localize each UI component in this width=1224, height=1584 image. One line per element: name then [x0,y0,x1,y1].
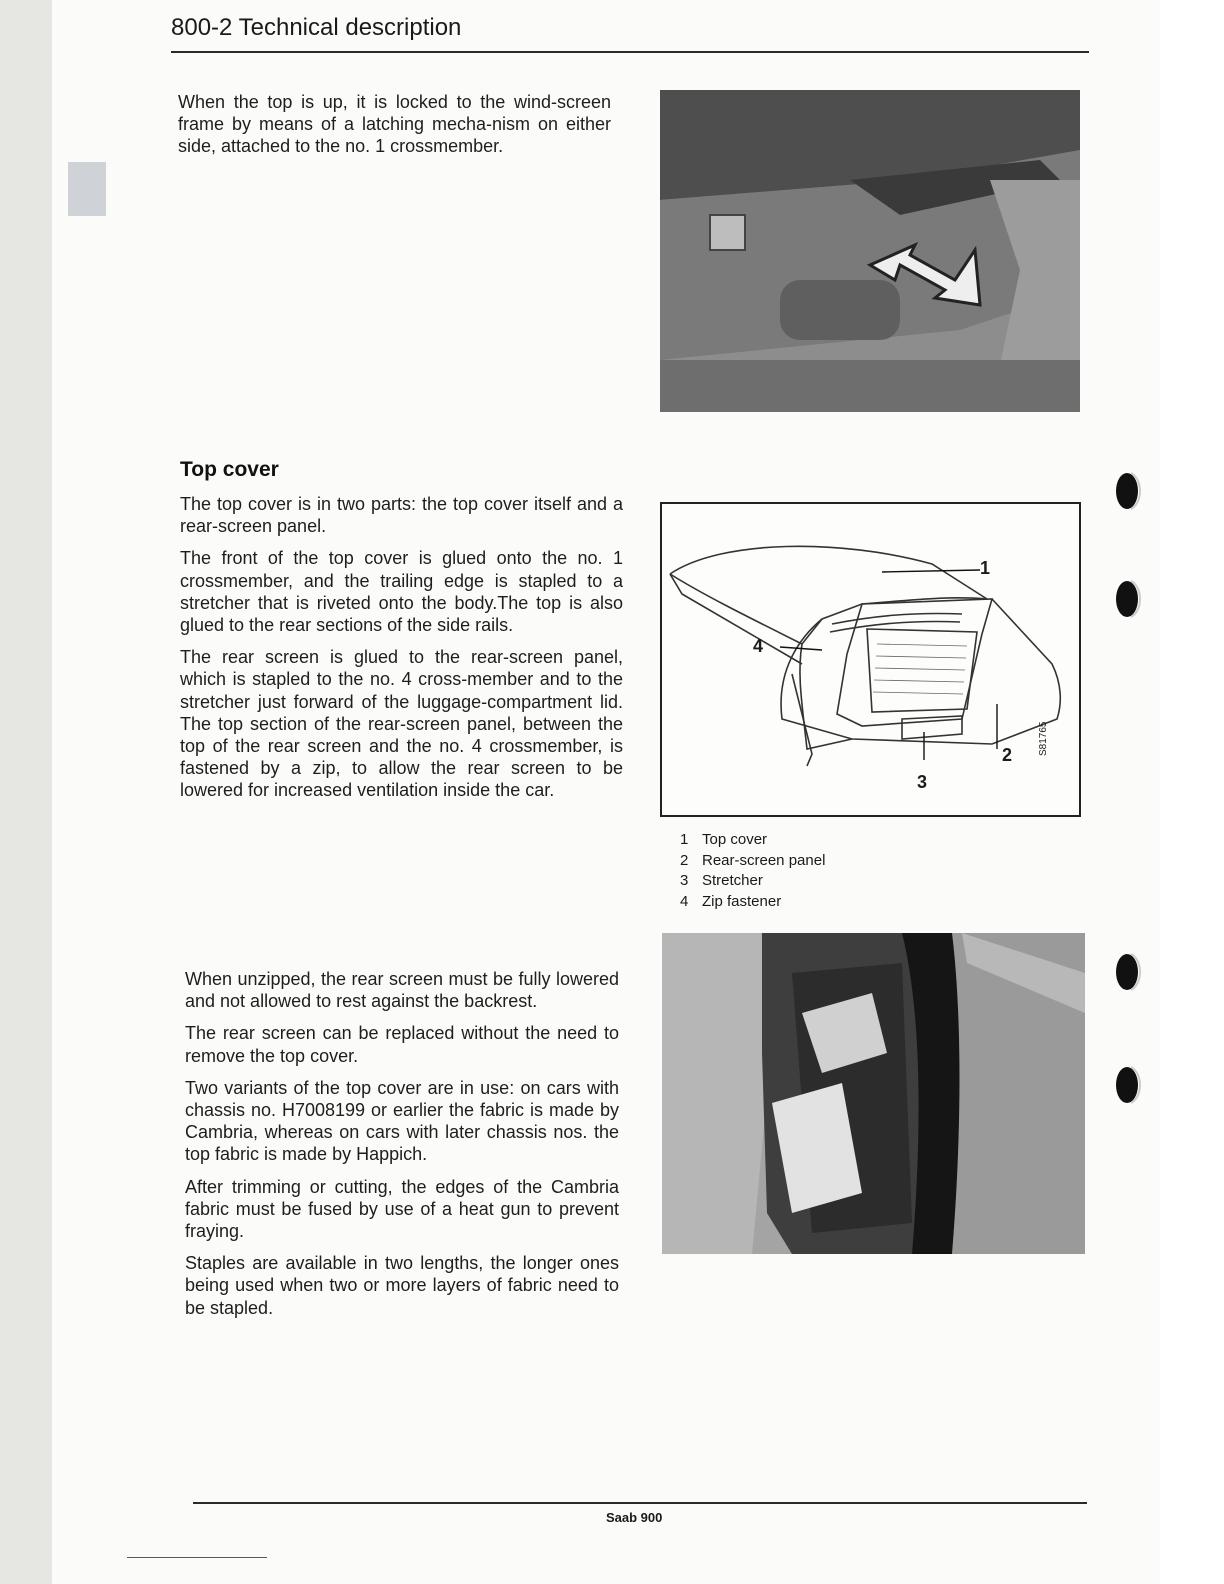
rear-screen-paragraph: After trimming or cutting, the edges of the Cambria fabric must be fused by use of a heat gun to prevent fraying. [185,1176,619,1242]
punch-hole [1113,1063,1143,1107]
punch-hole [1113,950,1143,994]
diagram-reference-code: S81765 [1038,721,1049,756]
top-cover-text [180,493,623,812]
rear-screen-text [185,968,619,1329]
legend-item: 3 Stretcher [680,872,763,889]
unzipped-rear-screen-photo [662,933,1085,1254]
top-cover-heading: Top cover [180,458,279,481]
legend-item: 2 Rear-screen panel [680,851,826,869]
top-cover-paragraph: The rear screen is glued to the rear-screen panel, which is stapled to the no. 4 cross-member and to the stretcher just forward of the luggage-compartment lid. The top section of the rear-screen panel, between the top of the rear screen and the no. 4 crossmember, is fastened by a zip, to allow the rear screen to be lowered for increased ventilation inside the car. [180,647,623,801]
section-tab-marker [68,162,106,216]
rear-screen-paragraph: When unzipped, the rear screen must be fully lowered and not allowed to rest against the backrest. [185,969,619,1012]
callout-4: 4 [753,636,764,656]
callout-2: 2 [1002,745,1013,765]
diagram-legend [680,830,825,912]
callout-3: 3 [917,772,928,792]
legend-item: 4 Zip fastener [680,892,782,910]
page-left-shadow [0,0,52,1584]
top-cover-paragraph: The top cover is in two parts: the top cover itself and a rear-screen panel. [180,494,623,537]
footer-model: Saab 900 [606,1510,663,1525]
header-divider [171,51,1089,53]
top-cover-diagram [660,502,1081,817]
page-right-margin [1160,0,1224,1584]
callout-1: 1 [980,558,991,578]
link-underline [127,1557,267,1558]
rear-screen-paragraph: Staples are available in two lengths, the longer ones being used when two or more layers of fabric need to be stapled. [185,1253,619,1318]
legend-item: 1 Top cover [680,831,768,848]
latch-mechanism-photo [660,90,1080,412]
rear-screen-paragraph: The rear screen can be replaced without the need to remove the top cover. [185,1023,619,1066]
punch-hole [1113,577,1143,621]
footer-divider [193,1502,1087,1504]
top-cover-paragraph: The front of the top cover is glued onto the no. 1 crossmember, and the trailing edge is stapled to a stretcher that is riveted onto the body.The top is also glued to the rear sections of the side rails. [180,548,623,636]
rear-screen-paragraph: Two variants of the top cover are in use: on cars with chassis no. H7008199 or earlier the fabric is made by Cambria, whereas on cars with later chassis nos. the top fabric is made by Happich. [185,1077,619,1165]
page-title: 800-2 Technical description [171,14,462,41]
intro-paragraph: When the top is up, it is locked to the wind-screen frame by means of a latching mecha-nism on either side, attached to the no. 1 crossmember. [178,92,611,157]
punch-hole [1113,469,1143,513]
